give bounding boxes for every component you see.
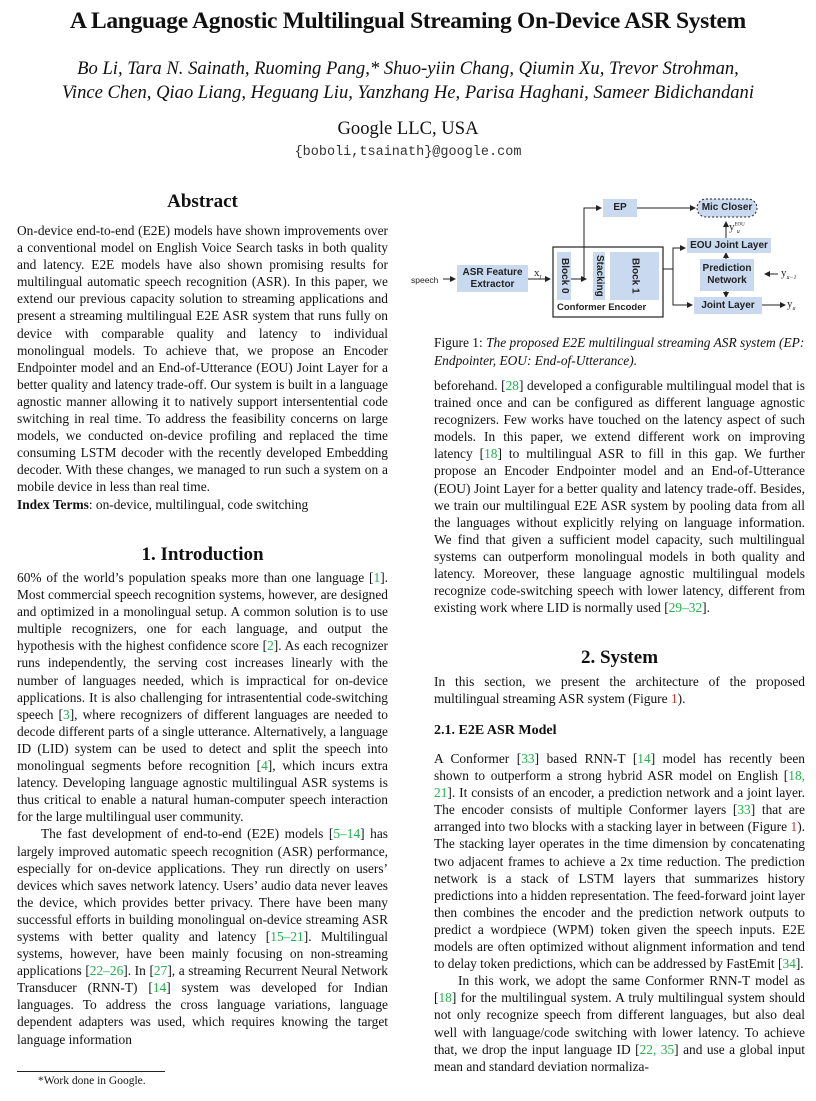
- citation-link[interactable]: 14: [152, 980, 167, 996]
- abstract-heading: Abstract: [167, 191, 238, 212]
- mic-closer-box: Mic Closer: [701, 202, 753, 213]
- citation-link[interactable]: 18: [438, 990, 452, 1006]
- abstract-body: [17, 222, 388, 513]
- introduction-heading: 1. Introduction: [141, 544, 264, 565]
- e2e-model-body: [434, 750, 805, 1075]
- intro-continued: [434, 377, 805, 616]
- index-terms-label: Index Terms: [17, 496, 89, 512]
- figure-1-caption: [434, 334, 805, 369]
- authors-line-1: Bo Li, Tara N. Sainath, Ruoming Pang,* Shuo-yiin Chang, Qiumin Xu, Trevor Strohman,: [77, 58, 739, 79]
- citation-link[interactable]: 28: [505, 378, 519, 393]
- y-out-label: $y_u$: [787, 298, 796, 313]
- ep-box: EP: [603, 199, 637, 217]
- eou-joint-layer-box: EOU Joint Layer: [687, 238, 771, 253]
- citation-link[interactable]: 22, 35: [639, 1041, 675, 1057]
- figure-1-diagram: [405, 195, 816, 320]
- system-intro: [434, 673, 805, 707]
- block-1-box: Block 1: [610, 252, 659, 300]
- y-eou-label: $y^{EOU}_u$: [729, 221, 745, 236]
- y-prev-label: $y_{u-1}$: [781, 267, 797, 282]
- joint-layer-box: Joint Layer: [694, 297, 762, 314]
- citation-link[interactable]: 33: [521, 751, 535, 766]
- caption-label: Figure 1:: [434, 335, 487, 350]
- conformer-encoder-label: Conformer Encoder: [557, 302, 647, 313]
- figure-reference-link[interactable]: 1: [670, 691, 678, 707]
- figure-reference-link[interactable]: 1: [790, 819, 798, 835]
- citation-link[interactable]: 34: [782, 956, 796, 972]
- introduction-body: [17, 569, 388, 1048]
- affiliation: Google LLC, USA: [337, 118, 479, 139]
- author-email: {boboli,tsainath}@google.com: [294, 145, 522, 160]
- system-heading: 2. System: [580, 647, 659, 668]
- citation-link[interactable]: 22–26: [89, 963, 124, 979]
- citation-link[interactable]: 4: [261, 758, 268, 774]
- prediction-network-box: Prediction Network: [700, 259, 754, 291]
- intro-paragraph-3: beforehand. [28] developed a configurable multilingual model that is trained once and can be configured as different language agnostic recognizers. Few works have touched on the latency aspect of such models. In this paper, we extend different work on improving latency [18] to multilingual ASR to fill in this gap. We further propose an Encoder Endpointer model and an End-of-Utterance (EOU) Joint Layer for a better quality and latency trade-off. Besides, we train our multilingual E2E ASR system by pooling data from all the languages without explicitly relying on language information. We find that given a sufficient model capacity, such multilingual systems can outperform monolingual models in both quality and latency. Moreover, these language agnostic multilingual models recognize code-switching speech with lower latency, different from existing work where LID is normally used [29–32].: [434, 378, 805, 616]
- asr-feature-extractor-box: ASR Feature Extractor: [457, 265, 528, 292]
- citation-link[interactable]: 3: [63, 706, 70, 722]
- citation-link[interactable]: 1: [373, 570, 381, 585]
- citation-link[interactable]: 14: [637, 751, 651, 766]
- authors-line-2: Vince Chen, Qiao Liang, Heguang Liu, Yanzhang He, Parisa Haghani, Sameer Bidichandani: [61, 82, 755, 103]
- intro-paragraph-1: 60% of the world’s population speaks more than one language [1]. Most commercial speech recognition systems, however, are designed and optimized in a monolingual setup. A common solution is to use multiple recognizers, one for each language, and output the hypothesis with the highest confidence score [2]. As each recognizer runs independently, the serving cost increases linearly with the number of languages needed, which is impractical for on-device applications. It is also challenging for intrasentential code-switching speech [3], where recognizers of different languages are needed to decode different parts of a single utterance. Alternatively, a language ID (LID) system can be used to detect and split the speech into monolingual segments before recognition [4], which incurs extra latency. Developing language agnostic multilingual ASR systems is thus critical to enable a natural human-computer speech interaction for the large multilingual user community.: [17, 570, 389, 825]
- caption-text: The proposed E2E multilingual streaming ASR system (EP: Endpointer, EOU: End-of-Utterance).: [434, 335, 805, 368]
- system-paragraph-3: In this work, we adopt the same Conformer RNN-T model as [18] for the multilingual system. A truly multilingual system should not only recognize speech from different languages, but also deal well with language/code switching with lower latency. To achieve that, we drop the input language ID [22, 35] and use a global input mean and standard deviation normaliza-: [434, 973, 806, 1074]
- citation-link[interactable]: 27: [153, 963, 168, 979]
- citation-link[interactable]: 18, 21: [434, 768, 805, 801]
- footnote-rule: [17, 1071, 165, 1072]
- citation-link[interactable]: 5–14: [333, 826, 361, 842]
- stacking-box: Stacking: [593, 252, 605, 300]
- intro-paragraph-2: The fast development of end-to-end (E2E) models [5–14] has largely improved automatic speech recognition (ASR) performance, especially for on-device applications. They run directly on users’ devices which saves network latency. Users’ audio data never leaves the device, which provides better privacy. There have been many successful efforts in building monolingual on-device streaming ASR systems with better quality and latency [15–21]. Multilingual systems, however, have been mainly focusing on non-streaming applications [22–26]. In [27], a streaming Recurrent Neural Network Transducer (RNN-T) [14] system was developed for Indian languages. To address the cross language variations, language dependent adapters was used, which requires knowing the target language information: [17, 826, 389, 1047]
- system-paragraph-1: In this section, we present the architecture of the proposed multilingual streaming ASR system (Figure 1).: [434, 674, 805, 707]
- footnote: *Work done in Google.: [38, 1075, 146, 1087]
- citation-link[interactable]: 29–32: [668, 600, 703, 616]
- citation-link[interactable]: 18: [484, 446, 498, 462]
- xt-label: $x_t$: [534, 267, 542, 282]
- author-list: [0, 57, 816, 105]
- system-paragraph-2: A Conformer [33] based RNN-T [14] model has recently been shown to outperform a strong hybrid ASR model on English [18, 21]. It consists of an encoder, a prediction network and a joint layer. The encoder consists of multiple Conformer layers [33] that are arranged into two blocks with a stacking layer in between (Figure 1). The stacking layer operates in the time dimension by concatenating two adjacent frames to achieve a 2x time reduction. The prediction network is a stack of LSTM layers that summarizes history predictions into a hidden representation. The feed-forward joint layer then combines the encoder and the prediction network outputs to predict a wordpiece (WPM) token given the speech inputs. E2E models are often optimized without alignment information and tend to delay token predictions, which can be addressed by FastEmit [34].: [434, 751, 805, 972]
- abstract-text: On-device end-to-end (E2E) models have shown improvements over a conventional model on English Voice Search tasks in both quality and latency. E2E models have also shown promising results for multilingual automatic speech recognition (ASR). In this paper, we extend our previous capacity solution to streaming applications and present a streaming multilingual E2E ASR system that runs fully on device with comparable quality and latency to individual monolingual models. To achieve that, we propose an Encoder Endpointer model and an End-of-Utterance (EOU) Joint Layer for a better quality and latency trade-off. Our system is built in a language agnostic manner allowing it to natively support intersentential code switching in real time. To address the feasibility concerns on large models, we conducted on-device profiling and replaced the time consuming LSTM decoder with the recently developed Embedding decoder. With these changes, we managed to run such a system on a mobile device in less than real time.: [17, 223, 388, 495]
- subsection-heading: 2.1. E2E ASR Model: [434, 723, 557, 738]
- citation-link[interactable]: 2: [267, 638, 274, 654]
- citation-link[interactable]: 33: [737, 802, 751, 818]
- paper-title: A Language Agnostic Multilingual Streaming On-Device ASR System: [70, 8, 746, 34]
- speech-input-label: speech: [411, 275, 439, 285]
- block-0-box: Block 0: [557, 252, 571, 300]
- citation-link[interactable]: 15–21: [270, 928, 304, 944]
- index-terms: : on-device, multilingual, code switching: [88, 496, 309, 512]
